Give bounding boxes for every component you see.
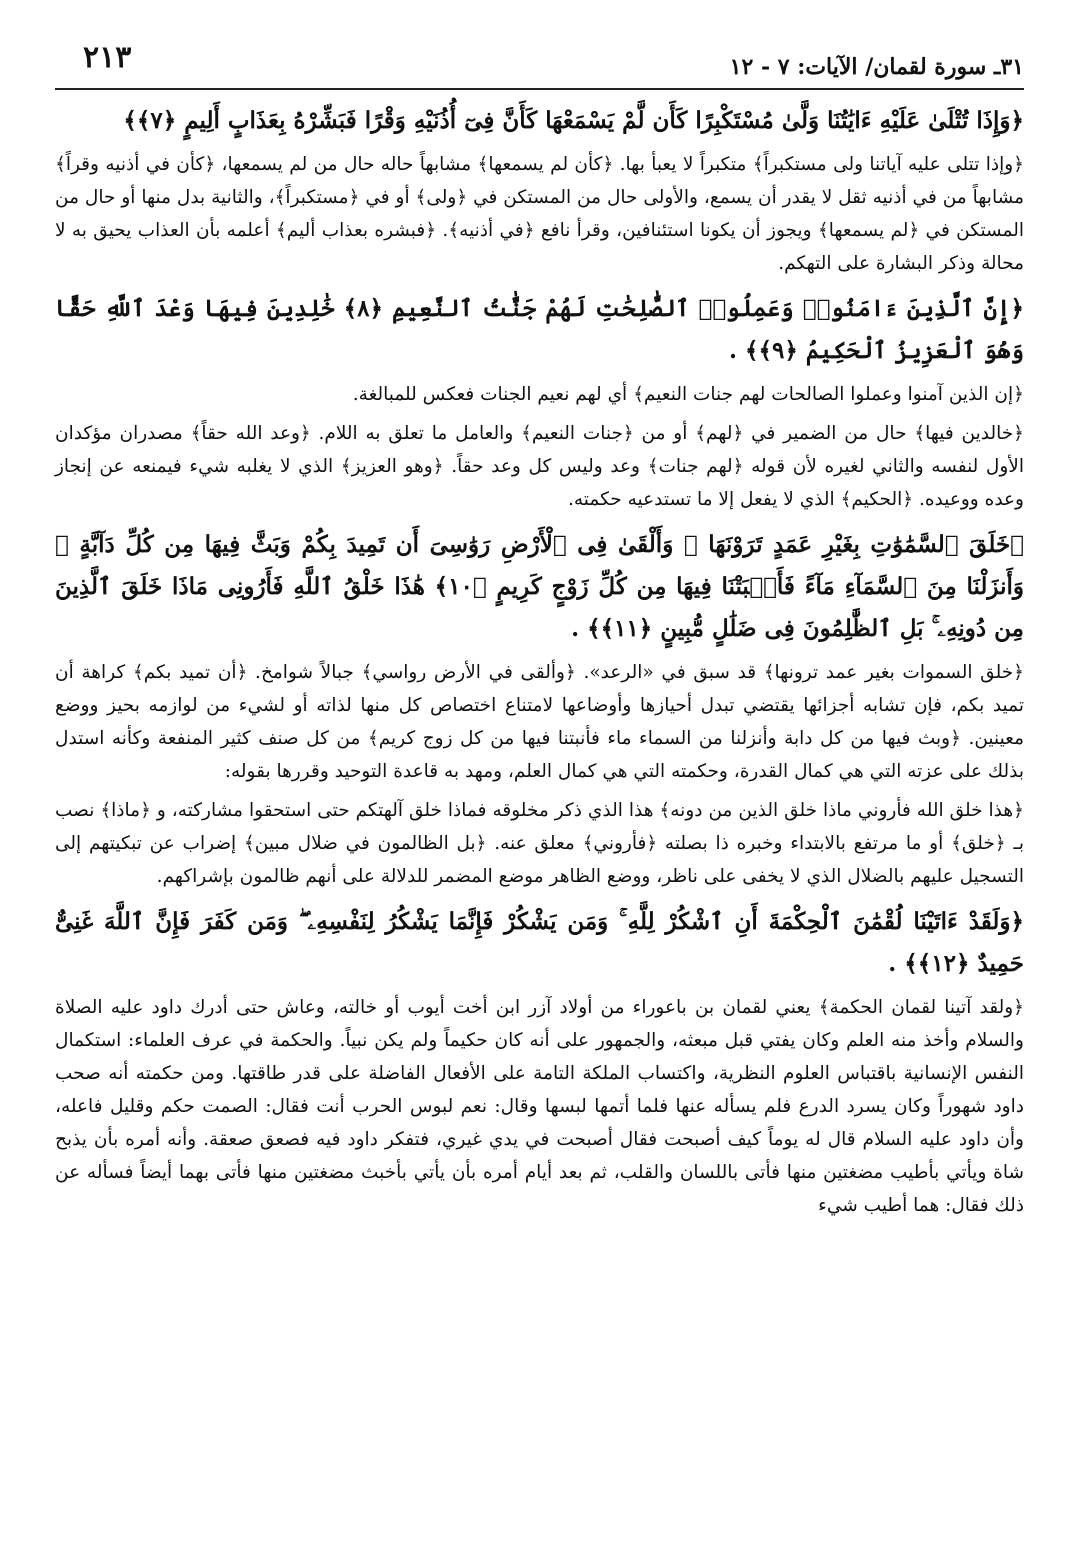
running-title: ٣١ـ سورة لقمان/ الآيات: ٧ - ١٢ [729,54,1024,80]
commentary-verse-12: ﴿ولقد آتينا لقمان الحكمة﴾ يعني لقمان بن باعوراء من أولاد آزر ابن أخت أيوب أو خالته، وعاش حتى أدرك داود عليه الصلاة والسلام وأخذ منه العلم وكان يفتي قبل مبعثه، والجمهور على أنه كان حكيماً ولم يكن نبياً. والحكمة في عرف العلماء: استكمال النفس الإنسانية باقتباس العلوم النظرية، واكتساب الملكة التامة على الأفعال الفاضلة على قدر طاقتها. ومن حكمته أنه صحب داود شهوراً وكان يسرد الدرع فلم يسأله عنها فلما أتمها لبسها وقال: نعم لبوس الحرب أنت فقال: الصمت حكم وقليل فاعله، وأن داود عليه السلام قال له يوماً كيف أصبحت فقال أصبحت في يدي غيري، فتفكر داود فيه فصعق صعقة. وأنه أمره بأن يذبح شاة ويأتي بأطيب مضغتين منها فأتى باللسان والقلب، ثم بعد أيام أمره بأن يأتي بأخبث مضغتين منها فأتى بهما أيضاً فسأله عن ذلك فقال: هما أطيب شيء [55,997,1024,1216]
page-header [55,36,1024,90]
quran-verses-8-9: ﴿إِنَّ ٱلَّذِينَ ءَامَنُوا۟ وَعَمِلُوا۟ ٱلصَّٰلِحَٰتِ لَهُمْ جَنَّٰتُ ٱلنَّعِيمِ ﴿٨﴾ خَٰلِدِينَ فِيهَا وَعْدَ ٱللَّهِ حَقًّا وَهُوَ ٱلْعَزِيزُ ٱلْحَكِيمُ ﴿٩﴾﴾ . [55,295,1024,364]
page-number: ٢١٣ [83,40,132,75]
quran-verses-10-11: ﴿خَلَقَ ٱلسَّمَٰوَٰتِ بِغَيْرِ عَمَدٍ تَرَوْنَهَا ۖ وَأَلْقَىٰ فِى ٱلْأَرْضِ رَوَٰسِىَ أَن تَمِيدَ بِكُمْ وَبَثَّ فِيهَا مِن كُلِّ دَآبَّةٍ ۚ وَأَنزَلْنَا مِنَ ٱلسَّمَآءِ مَآءً فَأَنۢبَتْنَا فِيهَا مِن كُلِّ زَوْجٍ كَرِيمٍ ﴿١٠﴾ هَٰذَا خَلْقُ ٱللَّهِ فَأَرُونِى مَاذَا خَلَقَ ٱلَّذِينَ مِن دُونِهِۦ ۚ بَلِ ٱلظَّٰلِمُونَ فِى ضَلَٰلٍ مُّبِينٍ ﴿١١﴾﴾ . [55,531,1024,642]
quran-verse-7: ﴿وَإِذَا تُتْلَىٰ عَلَيْهِ ءَايَٰتُنَا وَلَّىٰ مُسْتَكْبِرًا كَأَن لَّمْ يَسْمَعْهَا كَأَنَّ فِىٓ أُذُنَيْهِ وَقْرًا فَبَشِّرْهُ بِعَذَابٍ أَلِيمٍ ﴿٧﴾﴾ [123,107,1024,134]
page-body [55,100,1024,1222]
quran-verse-12: ﴿وَلَقَدْ ءَاتَيْنَا لُقْمَٰنَ ٱلْحِكْمَةَ أَنِ ٱشْكُرْ لِلَّهِ ۚ وَمَن يَشْكُرْ فَإِنَّمَا يَشْكُرُ لِنَفْسِهِۦ ۖ وَمَن كَفَرَ فَإِنَّ ٱللَّهَ غَنِىٌّ حَمِيدٌ ﴿١٢﴾﴾ . [55,908,1024,977]
commentary-verse-10: ﴿خلق السموات بغير عمد ترونها﴾ قد سبق في «الرعد». ﴿وألقى في الأرض رواسي﴾ جبالاً شوامخ. ﴿أن تميد بكم﴾ كراهة أن تميد بكم، فإن تشابه أجزائها يقتضي تبدل أحيازها وأوضاعها لامتناع اختصاص كل منها لذاته أو لشيء من لوازمه بحيز ووضع معينين. ﴿وبث فيها من كل دابة وأنزلنا من السماء ماء فأنبتنا فيها من كل زوج كريم﴾ من كل صنف كثير المنفعة وكأنه استدل بذلك على عزته التي هي كمال القدرة، وحكمته التي هي كمال العلم، ومهد به قاعدة التوحيد وقررها بقوله: [55,662,1024,782]
commentary-verse-8: ﴿إن الذين آمنوا وعملوا الصالحات لهم جنات النعيم﴾ أي لهم نعيم الجنات فعكس للمبالغة. [352,384,1024,405]
commentary-verse-7: ﴿وإذا تتلى عليه آياتنا ولى مستكبراً﴾ متكبراً لا يعبأ بها. ﴿كأن لم يسمعها﴾ مشابهاً حاله حال من لم يسمعها، ﴿كأن في أذنيه وقراً﴾ مشابهاً من في أذنيه ثقل لا يقدر أن يسمع، والأولى حال من المستكن في ﴿ولى﴾ أو في ﴿مستكبراً﴾، والثانية بدل منها أو حال من المستكن في ﴿لم يسمعها﴾ ويجوز أن يكونا استئنافين، وقرأ نافع ﴿في أذنيه﴾. ﴿فبشره بعذاب أليم﴾ أعلمه بأن العذاب يحيق به لا محالة وذكر البشارة على التهكم. [55,154,1024,274]
commentary-verse-9: ﴿خالدين فيها﴾ حال من الضمير في ﴿لهم﴾ أو من ﴿جنات النعيم﴾ والعامل ما تعلق به اللام. ﴿وعد الله حقاً﴾ مصدران مؤكدان الأول لنفسه والثاني لغيره لأن قوله ﴿لهم جنات﴾ وعد وليس كل وعد حقاً. ﴿وهو العزيز﴾ الذي لا يغلبه شيء فيمنعه عن إنجاز وعده ووعيده. ﴿الحكيم﴾ الذي لا يفعل إلا ما تستدعيه حكمته. [55,423,1024,510]
commentary-verse-11: ﴿هذا خلق الله فأروني ماذا خلق الذين من دونه﴾ هذا الذي ذكر مخلوقه فماذا خلق آلهتكم حتى استحقوا مشاركته، و ﴿ماذا﴾ نصب بـ ﴿خلق﴾ أو ما مرتفع بالابتداء وخبره ذا بصلته ﴿فأروني﴾ معلق عنه. ﴿بل الظالمون في ضلال مبين﴾ إضراب عن تبكيتهم إلى التسجيل عليهم بالضلال الذي لا يخفى على ناظر، ووضع الظاهر موضع المضمر للدلالة على أنهم ظالمون بإشراكهم. [55,800,1024,887]
